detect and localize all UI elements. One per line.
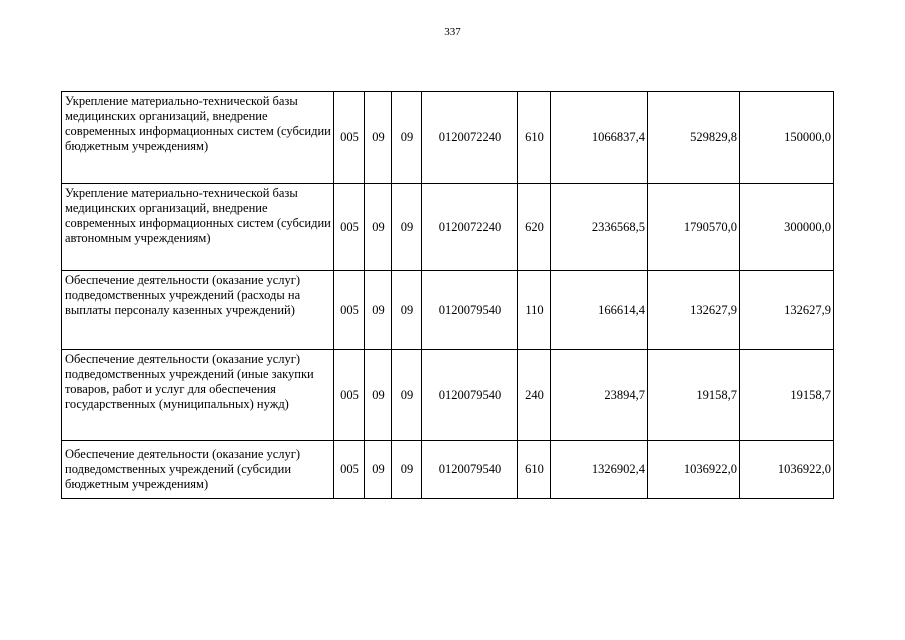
- expense-type-code: 110: [518, 271, 551, 350]
- expense-type-code: 610: [518, 441, 551, 499]
- ministry-code: 005: [334, 350, 365, 441]
- target-article-code: 0120079540: [422, 350, 518, 441]
- amount-year-3: 132627,9: [740, 271, 834, 350]
- amount-year-2: 19158,7: [648, 350, 740, 441]
- amount-year-2: 1790570,0: [648, 184, 740, 271]
- amount-year-1: 1066837,4: [551, 92, 648, 184]
- subsection-code: 09: [392, 184, 422, 271]
- ministry-code: 005: [334, 441, 365, 499]
- table-row: [62, 92, 834, 184]
- page-number: 337: [444, 26, 461, 38]
- ministry-code: 005: [334, 184, 365, 271]
- subsection-code: 09: [392, 92, 422, 184]
- table-row: [62, 441, 834, 499]
- ministry-code: 005: [334, 271, 365, 350]
- amount-year-3: 1036922,0: [740, 441, 834, 499]
- row-description: Обеспечение деятельности (оказание услуг) подведомственных учреждений (иные закупки товаров, работ и услуг для обеспечения государственных (муниципальных) нужд): [62, 350, 334, 441]
- target-article-code: 0120072240: [422, 92, 518, 184]
- amount-year-1: 23894,7: [551, 350, 648, 441]
- amount-year-1: 2336568,5: [551, 184, 648, 271]
- amount-year-2: 132627,9: [648, 271, 740, 350]
- table-row: [62, 271, 834, 350]
- amount-year-1: 1326902,4: [551, 441, 648, 499]
- expense-type-code: 610: [518, 92, 551, 184]
- amount-year-3: 150000,0: [740, 92, 834, 184]
- row-description: Обеспечение деятельности (оказание услуг) подведомственных учреждений (расходы на выплаты персоналу казенных учреждений): [62, 271, 334, 350]
- amount-year-3: 19158,7: [740, 350, 834, 441]
- expense-type-code: 620: [518, 184, 551, 271]
- target-article-code: 0120072240: [422, 184, 518, 271]
- row-description: Обеспечение деятельности (оказание услуг) подведомственных учреждений (субсидии бюджетным учреждениям): [62, 441, 334, 499]
- expense-type-code: 240: [518, 350, 551, 441]
- subsection-code: 09: [392, 441, 422, 499]
- section-code: 09: [365, 92, 392, 184]
- target-article-code: 0120079540: [422, 441, 518, 499]
- row-description: Укрепление материально-технической базы медицинских организаций, внедрение современных информационных систем (субсидии бюджетным учреждениям): [62, 92, 334, 184]
- budget-table: [61, 91, 834, 499]
- table-row: [62, 184, 834, 271]
- amount-year-2: 1036922,0: [648, 441, 740, 499]
- subsection-code: 09: [392, 271, 422, 350]
- section-code: 09: [365, 350, 392, 441]
- amount-year-2: 529829,8: [648, 92, 740, 184]
- section-code: 09: [365, 441, 392, 499]
- target-article-code: 0120079540: [422, 271, 518, 350]
- subsection-code: 09: [392, 350, 422, 441]
- amount-year-1: 166614,4: [551, 271, 648, 350]
- amount-year-3: 300000,0: [740, 184, 834, 271]
- row-description: Укрепление материально-технической базы медицинских организаций, внедрение современных информационных систем (субсидии автономным учреждениям): [62, 184, 334, 271]
- section-code: 09: [365, 271, 392, 350]
- ministry-code: 005: [334, 92, 365, 184]
- table-row: [62, 350, 834, 441]
- section-code: 09: [365, 184, 392, 271]
